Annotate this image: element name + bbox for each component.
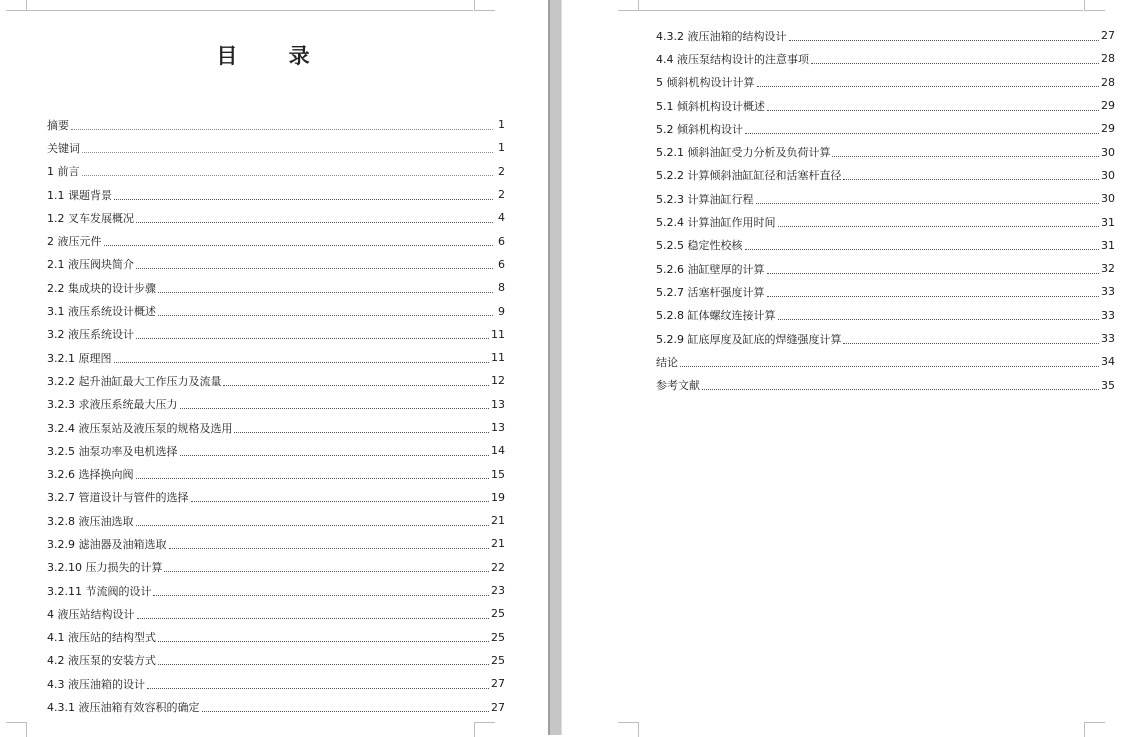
toc-entry-title: 1.1 课题背景 bbox=[47, 188, 112, 202]
toc-dot-leader bbox=[756, 202, 1100, 204]
toc-dot-leader bbox=[811, 62, 1099, 64]
toc-entry-title: 5.2.3 计算油缸行程 bbox=[656, 192, 754, 206]
toc-entry-page-number: 29 bbox=[1101, 99, 1115, 113]
toc-dot-leader bbox=[757, 85, 1100, 87]
toc-dot-leader bbox=[158, 663, 489, 665]
toc-entry-title: 参考文献 bbox=[656, 379, 700, 393]
toc-entry-title: 5.2.6 油缸壁厚的计算 bbox=[656, 262, 765, 276]
toc-entry[interactable] bbox=[47, 346, 505, 369]
toc-entry-title: 3.2.8 液压油选取 bbox=[47, 514, 134, 528]
toc-entry[interactable] bbox=[47, 672, 505, 695]
toc-dot-leader bbox=[745, 248, 1100, 250]
toc-entry[interactable] bbox=[47, 416, 505, 439]
toc-entry-title: 2 液压元件 bbox=[47, 235, 102, 249]
toc-entry-page-number: 2 bbox=[498, 164, 505, 178]
crop-mark bbox=[1084, 0, 1105, 11]
toc-entry-title: 3.2.3 求液压系统最大压力 bbox=[47, 398, 178, 412]
toc-entry-page-number: 15 bbox=[491, 467, 505, 481]
toc-dot-leader bbox=[767, 295, 1100, 297]
toc-entry-page-number: 12 bbox=[491, 374, 505, 388]
toc-dot-leader bbox=[202, 710, 490, 712]
toc-entry-title: 4.3 液压油箱的设计 bbox=[47, 677, 145, 691]
toc-dot-leader bbox=[158, 640, 489, 642]
toc-dot-leader bbox=[82, 174, 494, 176]
toc-dot-leader bbox=[789, 39, 1100, 41]
toc-list-left bbox=[47, 113, 505, 719]
toc-entry[interactable] bbox=[656, 257, 1115, 280]
toc-entry[interactable] bbox=[47, 579, 505, 602]
toc-entry-page-number: 32 bbox=[1101, 262, 1115, 276]
toc-entry[interactable] bbox=[47, 532, 505, 555]
toc-entry[interactable] bbox=[656, 234, 1115, 257]
toc-dot-leader bbox=[843, 178, 1099, 180]
toc-entry[interactable] bbox=[656, 373, 1115, 396]
toc-entry[interactable] bbox=[47, 229, 505, 252]
toc-entry-title: 3.2.4 液压泵站及液压泵的规格及选用 bbox=[47, 421, 233, 435]
toc-entry[interactable] bbox=[47, 439, 505, 462]
toc-entry-title: 5.1 倾斜机构设计概述 bbox=[656, 99, 765, 113]
toc-entry-page-number: 30 bbox=[1101, 168, 1115, 182]
toc-dot-leader bbox=[137, 617, 490, 619]
toc-entry[interactable] bbox=[47, 602, 505, 625]
header-margin-line bbox=[639, 10, 1083, 11]
toc-entry[interactable] bbox=[47, 299, 505, 322]
toc-entry-page-number: 13 bbox=[491, 421, 505, 434]
toc-entry-page-number: 11 bbox=[491, 327, 505, 341]
document-page-right bbox=[562, 0, 1135, 735]
toc-entry-page-number: 8 bbox=[498, 281, 505, 295]
toc-entry-page-number: 23 bbox=[491, 584, 505, 598]
toc-dot-leader bbox=[114, 198, 493, 200]
toc-dot-leader bbox=[702, 388, 1099, 390]
toc-entry-title: 2.2 集成块的设计步骤 bbox=[47, 281, 156, 295]
toc-entry-page-number: 25 bbox=[491, 607, 505, 621]
toc-entry-page-number: 21 bbox=[491, 514, 505, 528]
toc-entry-title: 关键词 bbox=[47, 141, 80, 155]
toc-entry[interactable] bbox=[656, 327, 1115, 350]
toc-entry-title: 4 液压站结构设计 bbox=[47, 607, 135, 621]
toc-entry-page-number: 34 bbox=[1101, 355, 1115, 369]
toc-entry-page-number: 11 bbox=[491, 351, 505, 365]
toc-entry[interactable] bbox=[47, 486, 505, 509]
toc-entry-title: 5.2.5 稳定性校核 bbox=[656, 239, 743, 253]
toc-entry-page-number: 31 bbox=[1101, 215, 1115, 229]
toc-entry[interactable] bbox=[656, 94, 1115, 117]
toc-entry-page-number: 31 bbox=[1101, 238, 1115, 252]
document-page-left bbox=[0, 0, 548, 735]
toc-dot-leader bbox=[153, 594, 489, 596]
toc-entry-title: 摘要 bbox=[47, 118, 69, 132]
toc-entry-title: 5.2.2 计算倾斜油缸缸径和活塞杆直径 bbox=[656, 169, 842, 183]
toc-entry-page-number: 21 bbox=[491, 537, 505, 551]
toc-dot-leader bbox=[680, 365, 1099, 367]
toc-entry-title: 3.2.6 选择换向阀 bbox=[47, 468, 134, 482]
toc-entry-title: 4.1 液压站的结构型式 bbox=[47, 631, 156, 645]
toc-dot-leader bbox=[136, 267, 493, 269]
toc-dot-leader bbox=[136, 524, 490, 526]
toc-entry-title: 3.2 液压系统设计 bbox=[47, 328, 134, 342]
toc-entry[interactable] bbox=[656, 280, 1115, 303]
toc-entry[interactable] bbox=[47, 369, 505, 392]
toc-entry-page-number: 30 bbox=[1101, 192, 1115, 206]
page-gutter bbox=[548, 0, 562, 735]
toc-entry[interactable] bbox=[47, 695, 505, 718]
toc-entry-title: 3.2.7 管道设计与管件的选择 bbox=[47, 491, 189, 505]
toc-entry-title: 2.1 液压阀块简介 bbox=[47, 258, 134, 272]
toc-entry-page-number: 4 bbox=[498, 211, 505, 225]
toc-title: 目 录 bbox=[216, 43, 332, 68]
toc-entry-title: 3.2.2 起升油缸最大工作压力及流量 bbox=[47, 374, 222, 388]
toc-entry-page-number: 33 bbox=[1101, 285, 1115, 299]
toc-entry-title: 5.2.1 倾斜油缸受力分析及负荷计算 bbox=[656, 146, 831, 160]
toc-dot-leader bbox=[180, 407, 490, 409]
toc-dot-leader bbox=[158, 291, 493, 293]
toc-entry-title: 1.2 叉车发展概况 bbox=[47, 211, 134, 225]
toc-dot-leader bbox=[71, 128, 493, 130]
toc-entry[interactable] bbox=[656, 47, 1115, 70]
toc-entry[interactable] bbox=[656, 187, 1115, 210]
toc-dot-leader bbox=[136, 477, 490, 479]
toc-entry-title: 5.2 倾斜机构设计 bbox=[656, 122, 743, 136]
toc-entry[interactable] bbox=[47, 160, 505, 183]
toc-entry-title: 5.2.8 缸体螺纹连接计算 bbox=[656, 309, 776, 323]
toc-entry-title: 5.2.9 缸底厚度及缸底的焊缝强度计算 bbox=[656, 332, 842, 346]
toc-entry-page-number: 25 bbox=[491, 653, 505, 667]
toc-entry[interactable] bbox=[656, 210, 1115, 233]
header-margin-line bbox=[27, 10, 473, 11]
toc-entry[interactable] bbox=[47, 183, 505, 206]
toc-entry[interactable] bbox=[656, 71, 1115, 94]
toc-dot-leader bbox=[136, 221, 493, 223]
toc-entry[interactable] bbox=[47, 136, 505, 159]
toc-entry[interactable] bbox=[47, 626, 505, 649]
toc-entry-title: 3.2.9 滤油器及油箱选取 bbox=[47, 537, 167, 551]
toc-dot-leader bbox=[832, 155, 1099, 157]
toc-entry-title: 5.2.7 活塞杆强度计算 bbox=[656, 285, 765, 299]
toc-entry-page-number: 14 bbox=[491, 444, 505, 458]
toc-entry-page-number: 1 bbox=[498, 141, 505, 155]
toc-entry-title: 结论 bbox=[656, 355, 678, 369]
toc-dot-leader bbox=[104, 244, 494, 246]
toc-entry-page-number: 33 bbox=[1101, 308, 1115, 322]
toc-entry-title: 5 倾斜机构设计计算 bbox=[656, 76, 755, 90]
toc-entry[interactable] bbox=[47, 556, 505, 579]
toc-entry-page-number: 6 bbox=[498, 257, 505, 271]
toc-entry-page-number: 30 bbox=[1101, 145, 1115, 159]
toc-entry[interactable] bbox=[47, 462, 505, 485]
toc-entry-page-number: 1 bbox=[498, 118, 505, 132]
toc-dot-leader bbox=[82, 151, 493, 153]
toc-entry-page-number: 19 bbox=[491, 490, 505, 504]
toc-entry-page-number: 27 bbox=[491, 677, 505, 691]
crop-mark bbox=[6, 0, 27, 11]
toc-entry[interactable] bbox=[656, 304, 1115, 327]
toc-dot-leader bbox=[843, 342, 1099, 344]
toc-entry-page-number: 13 bbox=[491, 397, 505, 411]
toc-dot-leader bbox=[147, 687, 489, 689]
toc-entry-page-number: 2 bbox=[498, 188, 505, 202]
toc-entry[interactable] bbox=[47, 276, 505, 299]
toc-entry-page-number: 29 bbox=[1101, 122, 1115, 136]
toc-entry-title: 4.3.2 液压油箱的结构设计 bbox=[656, 29, 787, 43]
toc-dot-leader bbox=[778, 225, 1100, 227]
toc-entry-title: 4.4 液压泵结构设计的注意事项 bbox=[656, 52, 809, 66]
toc-dot-leader bbox=[136, 337, 489, 339]
toc-entry[interactable] bbox=[47, 323, 505, 346]
toc-entry-title: 3.2.5 油泵功率及电机选择 bbox=[47, 444, 178, 458]
toc-entry-title: 3.2.10 压力损失的计算 bbox=[47, 561, 163, 575]
toc-list-right bbox=[656, 24, 1115, 397]
toc-dot-leader bbox=[191, 500, 490, 502]
toc-entry-title: 3.1 液压系统设计概述 bbox=[47, 305, 156, 319]
toc-entry[interactable] bbox=[47, 649, 505, 672]
toc-entry-title: 4.2 液压泵的安装方式 bbox=[47, 654, 156, 668]
toc-entry[interactable] bbox=[656, 140, 1115, 163]
toc-entry-title: 3.2.11 节流阀的设计 bbox=[47, 584, 152, 598]
toc-dot-leader bbox=[223, 384, 489, 386]
toc-dot-leader bbox=[158, 314, 493, 316]
toc-dot-leader bbox=[114, 361, 490, 363]
toc-entry-page-number: 9 bbox=[498, 304, 505, 318]
toc-dot-leader bbox=[767, 272, 1100, 274]
toc-entry[interactable] bbox=[47, 206, 505, 229]
toc-entry[interactable] bbox=[47, 253, 505, 276]
toc-entry-page-number: 28 bbox=[1101, 52, 1115, 66]
toc-entry-title: 4.3.1 液压油箱有效容积的确定 bbox=[47, 701, 200, 715]
toc-dot-leader bbox=[164, 570, 489, 572]
toc-dot-leader bbox=[767, 109, 1099, 111]
toc-entry[interactable] bbox=[47, 393, 505, 416]
toc-entry-page-number: 28 bbox=[1101, 75, 1115, 89]
toc-entry-page-number: 33 bbox=[1101, 332, 1115, 345]
toc-entry[interactable] bbox=[47, 509, 505, 532]
crop-mark bbox=[474, 0, 495, 11]
toc-entry[interactable] bbox=[656, 117, 1115, 140]
toc-entry[interactable] bbox=[656, 164, 1115, 187]
toc-dot-leader bbox=[180, 454, 490, 456]
toc-entry-page-number: 27 bbox=[1101, 29, 1115, 43]
toc-entry-title: 1 前言 bbox=[47, 165, 80, 179]
toc-entry[interactable] bbox=[656, 350, 1115, 373]
toc-dot-leader bbox=[169, 547, 490, 549]
toc-entry-page-number: 22 bbox=[491, 560, 505, 574]
toc-entry-page-number: 35 bbox=[1101, 378, 1115, 392]
toc-dot-leader bbox=[778, 318, 1100, 320]
toc-entry[interactable] bbox=[656, 24, 1115, 47]
toc-entry[interactable] bbox=[47, 113, 505, 136]
toc-entry-page-number: 6 bbox=[498, 234, 505, 248]
toc-dot-leader bbox=[234, 431, 489, 433]
crop-mark bbox=[618, 0, 639, 11]
toc-entry-page-number: 27 bbox=[491, 700, 505, 714]
toc-dot-leader bbox=[745, 132, 1099, 134]
toc-entry-page-number: 25 bbox=[491, 630, 505, 644]
toc-entry-title: 5.2.4 计算油缸作用时间 bbox=[656, 216, 776, 230]
toc-entry-title: 3.2.1 原理图 bbox=[47, 351, 112, 365]
